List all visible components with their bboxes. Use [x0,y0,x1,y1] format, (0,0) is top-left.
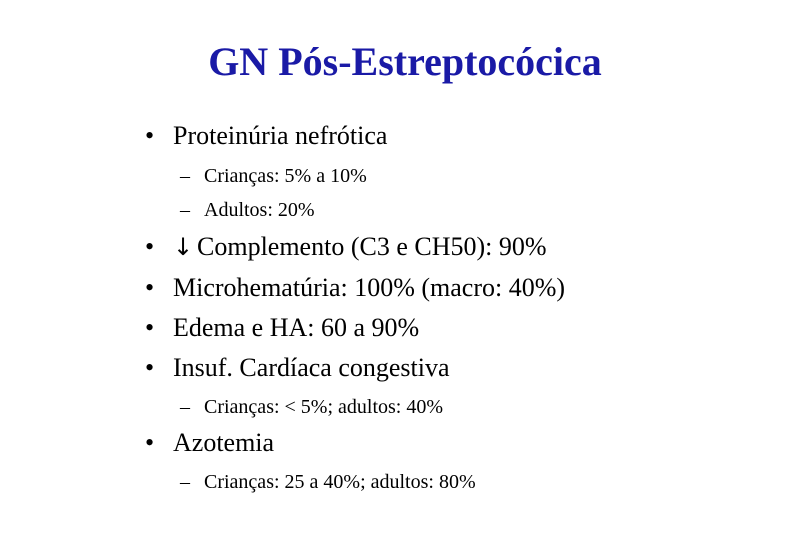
bullet-text: Insuf. Cardíaca congestiva [173,353,450,382]
dash-icon: – [180,396,190,418]
dash-icon: – [180,199,190,221]
bullet-icon: • [145,121,155,150]
sub-bullet-text: Adultos: 20% [204,199,315,221]
bullet-item [145,273,565,303]
arrow-down-icon: ↓ [173,233,194,261]
bullet-text: Complemento (C3 e CH50): 90% [197,232,547,261]
slide-title: GN Pós-Estreptocócica [208,39,602,84]
bullet-icon: • [145,313,155,342]
sub-bullet-item [180,198,315,222]
dash-icon: – [180,165,190,187]
sub-bullet-item [180,164,367,188]
bullet-text: Microhematúria: 100% (macro: 40%) [173,273,566,302]
bullet-text: Azotemia [173,428,275,457]
bullet-text: Edema e HA: 60 a 90% [173,313,420,342]
bullet-item [145,121,387,151]
sub-bullet-text: Crianças: 25 a 40%; adultos: 80% [204,471,476,493]
sub-bullet-item [180,395,443,419]
sub-bullet-item [180,470,476,494]
bullet-icon: • [145,353,155,382]
bullet-item [145,313,419,343]
bullet-item [145,428,274,458]
sub-bullet-text: Crianças: 5% a 10% [204,165,367,187]
sub-bullet-text: Crianças: < 5%; adultos: 40% [204,396,444,418]
bullet-text: Proteinúria nefrótica [173,121,388,150]
dash-icon: – [180,471,190,493]
bullet-icon: • [145,273,155,302]
bullet-item [145,232,547,262]
bullet-item [145,353,450,383]
bullet-icon: • [145,428,155,457]
bullet-icon: • [145,232,155,261]
